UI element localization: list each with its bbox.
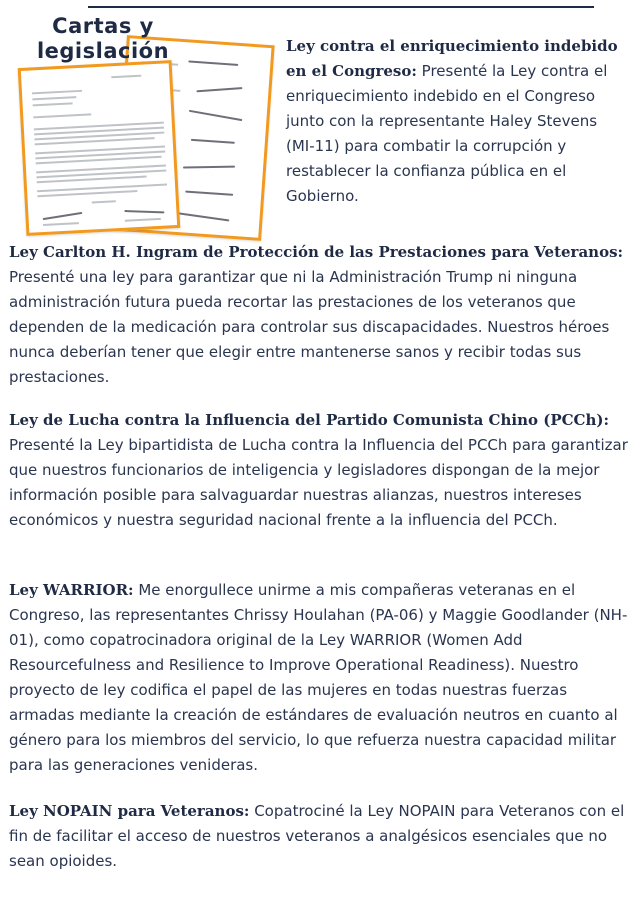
section-title: Ley Carlton H. Ingram de Protección de las Prestaciones para Veteranos:	[9, 243, 624, 261]
section-body: Presenté la Ley bipartidista de Lucha contra la Influencia del PCCh para garantizar que nuestros funcionarios de inteligencia y legisladores dispongan de la mejor información posible para salvaguardar nuestras alianzas, nuestros intereses económicos y nuestra seguridad nacional frente a la influencia del PCCh.	[9, 436, 628, 529]
intro-title: Ley contra el enriquecimiento indebido en el Congreso:	[286, 37, 618, 80]
intro-paragraph	[286, 34, 630, 209]
section-title: Ley WARRIOR:	[9, 581, 134, 599]
graphic-title-line2: legislación	[36, 39, 170, 63]
letter-page-image	[18, 60, 181, 236]
intro-body: Presenté la Ley contra el enriquecimiento indebido en el Congreso junto con la representante Haley Stevens (MI-11) para combatir la corrupción y restablecer la confianza pública en el Gobierno.	[286, 62, 608, 205]
graphic-title	[8, 14, 198, 64]
letters-graphic	[8, 14, 270, 236]
section-body: Presenté una ley para garantizar que ni la Administración Trump ni ninguna administración futura pueda recortar las prestaciones de los veteranos que dependen de la medicación para controlar sus discapacidades. Nuestros héroes nunca deberían tener que elegir entre mantenerse sanos y recibir todas sus prestaciones.	[9, 268, 610, 386]
section-veterans-benefits	[9, 240, 633, 390]
section-nopain-act	[9, 799, 633, 874]
section-ccp-influence	[9, 408, 633, 533]
section-title: Ley NOPAIN para Veteranos:	[9, 802, 250, 820]
section-title: Ley de Lucha contra la Influencia del Partido Comunista Chino (PCCh):	[9, 411, 610, 429]
graphic-title-line1: Cartas y	[52, 14, 154, 38]
section-body: Copatrociné la Ley NOPAIN para Veteranos con el fin de facilitar el acceso de nuestros veteranos a analgésicos esenciales que no sean opioides.	[9, 802, 625, 870]
top-divider	[88, 6, 594, 8]
section-warrior-act	[9, 578, 633, 778]
section-body: Me enorgullece unirme a mis compañeras veteranas en el Congreso, las representantes Chrissy Houlahan (PA-06) y Maggie Goodlander (NH-01), como copatrocinadora original de la Ley WARRIOR (Women Add Resourcefulness and Resilience to Improve Operational Readiness). Nuestro proyecto de ley codifica el papel de las mujeres en todas nuestras fuerzas armadas mediante la creación de estándares de evaluación neutros en cuanto al género para los miembros del servicio, lo que refuerza nuestra capacidad militar para las generaciones venideras.	[9, 581, 628, 774]
